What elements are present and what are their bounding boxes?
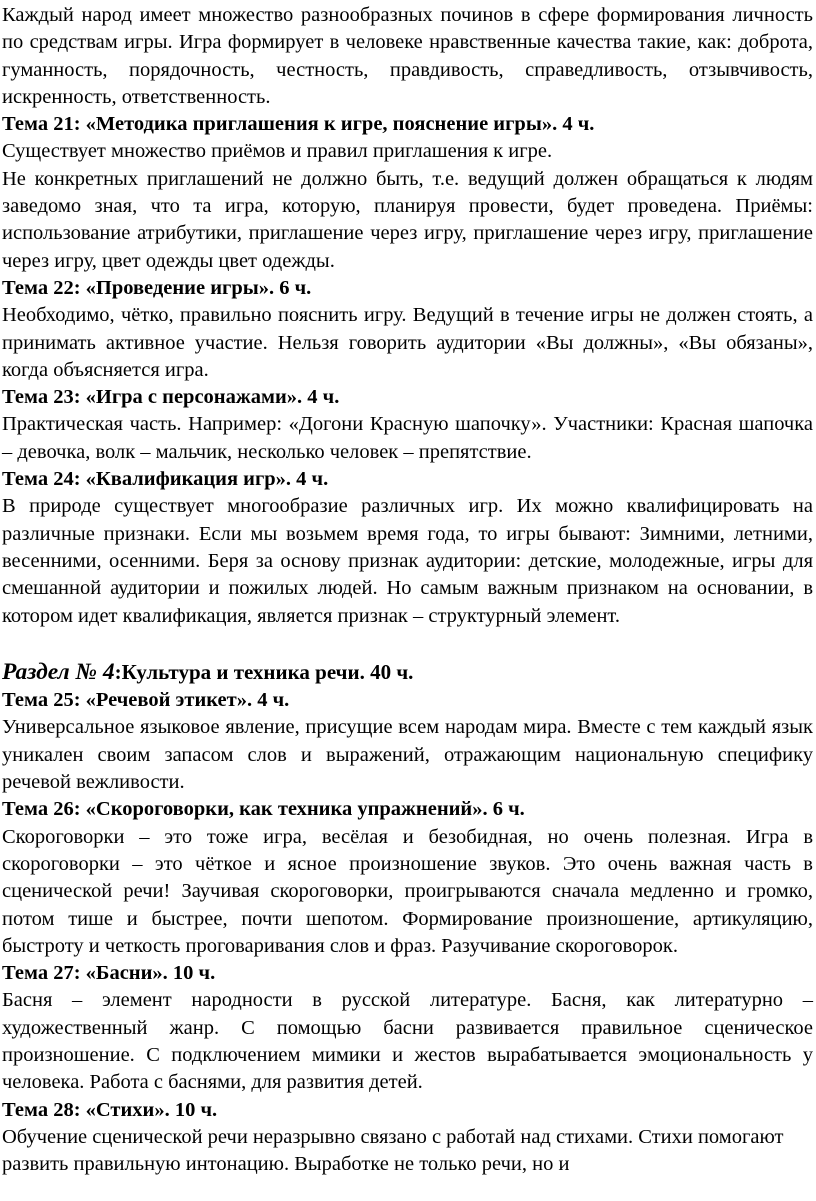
- paragraph-topic-21-body: Не конкретных приглашений не должно быть, т.е. ведущий должен обращаться к людям заведомо зная, что та игра, которую, планируя провести, будет проведена. Приёмы: использование атрибутики, приглашение через игру, приглашение через игру, приглашение через игру, цвет одежды цвет одежды.: [2, 167, 813, 272]
- topic-21-heading: Тема 21: «Методика приглашения к игре, пояснение игры». 4 ч.: [2, 113, 595, 136]
- paragraph-topic-21-intro: Существует множество приёмов и правил приглашения к игре.: [2, 140, 553, 163]
- paragraph-intro-games: Каждый народ имеет множество разнообразных починов в сфере формирования личность по средствам игры. Игра формирует в человеке нравственные качества такие, как: доброта, гуманность, порядочность, честность, правдивость, справедливость, отзывчивость, искренность, ответственность.: [2, 4, 813, 108]
- paragraph-topic-28-body: Обучение сценической речи неразрывно связано с работай над стихами. Стихи помогают развить правильную интонацию. Выработке не только речи, но и: [2, 1125, 784, 1176]
- blank-line: [2, 630, 813, 657]
- section-4-title: :Культура и техника речи. 40 ч.: [114, 660, 414, 685]
- section-4-heading: [2, 657, 813, 687]
- paragraph-topic-23-body: Практическая часть. Например: «Догони Красную шапочку». Участники: Красная шапочка – девочка, волк – мальчик, несколько человек – препятствие.: [2, 413, 813, 463]
- paragraph-topic-24-body: В природе существует многообразие различных игр. Их можно квалифицировать на различные признаки. Если мы возьмем время года, то игры бывают: Зимними, летними, весенними, осенними. Беря за основу признак аудитории: детские, молодежные, игры для смешанной аудитории и пожилых людей. Но самым важным признаком на основании, в котором идет квалификация, является признак – структурный элемент.: [2, 495, 813, 627]
- topic-23-heading: Тема 23: «Игра с персонажами». 4 ч.: [2, 386, 340, 409]
- topic-22-heading: Тема 22: «Проведение игры». 6 ч.: [2, 276, 312, 299]
- paragraph-topic-22-body: Необходимо, чётко, правильно пояснить игру. Ведущий в течение игры не должен стоять, а принимать активное участие. Нельзя говорить аудитории «Вы должны», «Вы обязаны», когда объясняется игра.: [2, 304, 813, 381]
- topic-25-heading: Тема 25: «Речевой этикет». 4 ч.: [2, 689, 290, 712]
- section-4-number: Раздел № 4: [2, 659, 115, 686]
- topic-24-heading: Тема 24: «Квалификация игр». 4 ч.: [2, 468, 329, 491]
- topic-27-heading: Тема 27: «Басни». 10 ч.: [2, 962, 216, 985]
- paragraph-topic-25-body: Универсальное языковое явление, присущие всем народам мира. Вместе с тем каждый язык уникален своим запасом слов и выражений, отражающим национальную специфику речевой вежливости.: [2, 716, 813, 794]
- paragraph-topic-27-body: Басня – элемент народности в русской литературе. Басня, как литературно – художественный жанр. С помощью басни развивается правильное сценическое произношение. С подключением мимики и жестов вырабатывается эмоциональность у человека. Работа с баснями, для развития детей.: [2, 989, 813, 1094]
- topic-26-heading: Тема 26: «Скороговорки, как техника упражнений». 6 ч.: [2, 798, 525, 821]
- paragraph-topic-26-body: Скороговорки – это тоже игра, весёлая и безобидная, но очень полезная. Игра в скороговорки – это чёткое и ясное произношение звуков. Это очень важная часть в сценической речи! Заучивая скороговорки, проигрываются сначала медленно и громко, потом тише и быстрее, почти шепотом. Формирование произношение, артикуляцию, быстроту и четкость проговаривания слов и фраз. Разучивание скороговорок.: [2, 825, 813, 957]
- topic-28-heading: Тема 28: «Стихи». 10 ч.: [2, 1098, 218, 1121]
